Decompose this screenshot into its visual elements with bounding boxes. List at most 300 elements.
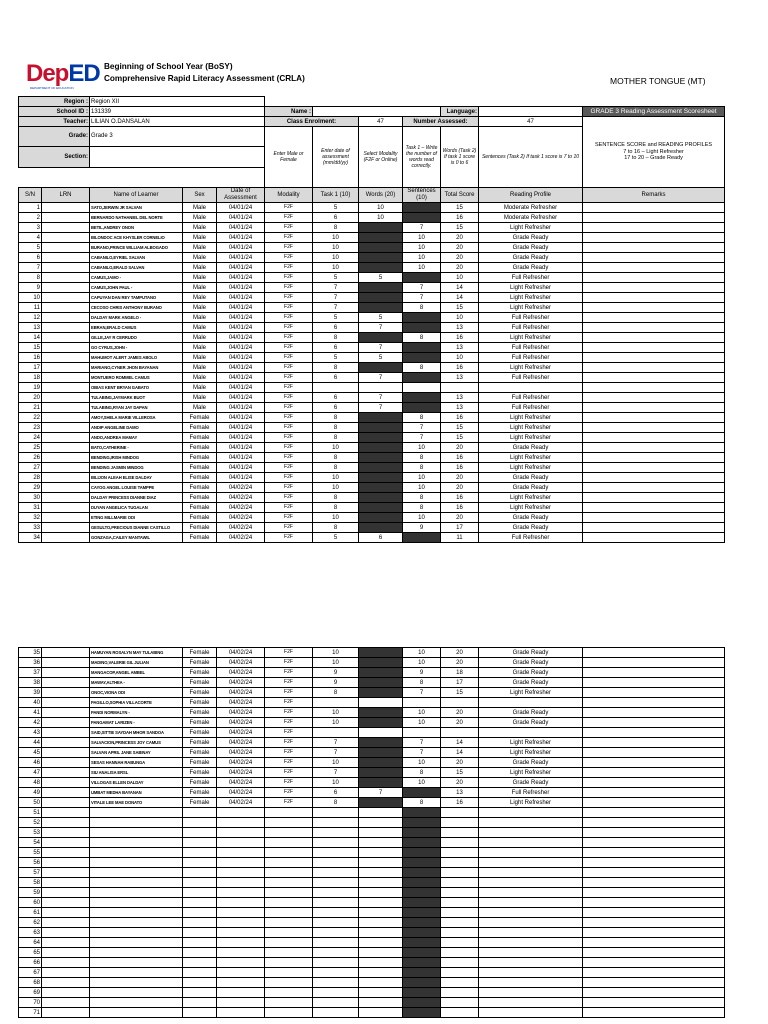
date-cell[interactable]: 04/01/24 [217,463,265,473]
reading-profile-cell[interactable]: Light Refresher [479,493,583,503]
row-number[interactable]: 29 [19,483,42,493]
empty-cell[interactable] [359,1008,403,1018]
row-number[interactable]: 20 [19,393,42,403]
sex-cell[interactable]: Female [183,463,217,473]
empty-cell[interactable] [265,868,313,878]
date-cell[interactable]: 04/02/24 [217,533,265,543]
sex-cell[interactable]: Female [183,738,217,748]
row-number[interactable]: 28 [19,473,42,483]
learner-name[interactable]: ANDIP ANGELINE DAMO [90,423,183,433]
sentences-cell[interactable]: 8 [403,678,441,688]
modality-cell[interactable]: F2F [265,253,313,263]
total-cell[interactable]: 13 [441,373,479,383]
empty-cell[interactable] [90,928,183,938]
empty-cell[interactable] [265,818,313,828]
row-number[interactable]: 52 [19,818,42,828]
empty-cell[interactable] [359,858,403,868]
empty-cell[interactable] [403,838,441,848]
sex-cell[interactable]: Male [183,393,217,403]
lrn-cell[interactable] [42,513,90,523]
empty-cell[interactable] [183,928,217,938]
reading-profile-cell[interactable]: Full Refresher [479,788,583,798]
empty-cell[interactable] [583,818,725,828]
lrn-cell[interactable] [42,523,90,533]
remarks-cell[interactable] [583,293,725,303]
reading-profile-cell[interactable]: Light Refresher [479,688,583,698]
row-number[interactable]: 69 [19,988,42,998]
sex-cell[interactable]: Female [183,748,217,758]
lrn-cell[interactable] [42,748,90,758]
sentences-cell[interactable]: 7 [403,738,441,748]
sentences-cell[interactable]: 10 [403,648,441,658]
reading-profile-cell[interactable]: Light Refresher [479,738,583,748]
remarks-cell[interactable] [583,513,725,523]
lrn-cell[interactable] [42,758,90,768]
date-cell[interactable]: 04/01/24 [217,313,265,323]
total-cell[interactable]: 20 [441,648,479,658]
modality-cell[interactable]: F2F [265,503,313,513]
empty-cell[interactable] [183,948,217,958]
empty-cell[interactable] [42,898,90,908]
modality-cell[interactable]: F2F [265,768,313,778]
number-assessed-value[interactable]: 47 [479,117,583,127]
lrn-cell[interactable] [42,738,90,748]
empty-cell[interactable] [183,818,217,828]
sentences-cell[interactable]: 8 [403,503,441,513]
learner-name[interactable]: BENDING JASMIN MINDOG [90,463,183,473]
empty-cell[interactable] [183,868,217,878]
row-number[interactable]: 66 [19,958,42,968]
empty-cell[interactable] [403,958,441,968]
empty-cell[interactable] [265,1008,313,1018]
words-cell[interactable]: 10 [359,203,403,213]
empty-cell[interactable] [313,898,359,908]
reading-profile-cell[interactable]: Light Refresher [479,503,583,513]
empty-cell[interactable] [441,998,479,1008]
lrn-cell[interactable] [42,393,90,403]
row-number[interactable]: 62 [19,918,42,928]
empty-cell[interactable] [90,978,183,988]
modality-cell[interactable]: F2F [265,263,313,273]
date-cell[interactable]: 04/01/24 [217,383,265,393]
total-cell[interactable]: 17 [441,523,479,533]
empty-cell[interactable] [90,938,183,948]
sex-cell[interactable]: Male [183,333,217,343]
sentences-cell[interactable]: 8 [403,493,441,503]
empty-cell[interactable] [42,968,90,978]
task1-cell[interactable]: 10 [313,473,359,483]
date-cell[interactable]: 04/01/24 [217,213,265,223]
row-number[interactable]: 8 [19,273,42,283]
empty-cell[interactable] [217,938,265,948]
learner-name[interactable]: TULABING,JAYMARK BUOT [90,393,183,403]
empty-cell[interactable] [265,888,313,898]
row-number[interactable]: 35 [19,648,42,658]
lrn-cell[interactable] [42,373,90,383]
empty-cell[interactable] [313,948,359,958]
empty-cell[interactable] [90,878,183,888]
learner-name[interactable]: DUYAN ANGELICA TUGALAN [90,503,183,513]
learner-name[interactable]: GONZAGA,CAILEY MANTAWIL [90,533,183,543]
date-cell[interactable]: 04/01/24 [217,413,265,423]
task1-cell[interactable]: 6 [313,393,359,403]
sex-cell[interactable]: Female [183,718,217,728]
empty-cell[interactable] [90,918,183,928]
reading-profile-cell[interactable]: Light Refresher [479,413,583,423]
date-cell[interactable]: 04/02/24 [217,768,265,778]
total-cell[interactable]: 14 [441,293,479,303]
empty-cell[interactable] [183,828,217,838]
date-cell[interactable]: 04/02/24 [217,718,265,728]
empty-cell[interactable] [583,858,725,868]
remarks-cell[interactable] [583,503,725,513]
task1-cell[interactable]: 10 [313,483,359,493]
sex-cell[interactable]: Male [183,213,217,223]
total-cell[interactable]: 14 [441,748,479,758]
words-cell[interactable] [359,263,403,273]
row-number[interactable]: 33 [19,523,42,533]
date-cell[interactable]: 04/02/24 [217,708,265,718]
empty-cell[interactable] [90,838,183,848]
remarks-cell[interactable] [583,313,725,323]
task1-cell[interactable]: 8 [313,333,359,343]
row-number[interactable]: 46 [19,758,42,768]
sex-cell[interactable]: Male [183,303,217,313]
empty-cell[interactable] [403,998,441,1008]
modality-cell[interactable]: F2F [265,523,313,533]
words-cell[interactable]: 7 [359,323,403,333]
row-number[interactable]: 58 [19,878,42,888]
words-cell[interactable] [359,243,403,253]
empty-cell[interactable] [90,1008,183,1018]
words-cell[interactable] [359,423,403,433]
sex-cell[interactable]: Female [183,648,217,658]
empty-cell[interactable] [441,968,479,978]
empty-cell[interactable] [42,888,90,898]
learner-name[interactable]: MONTUERO ROMMEL CAMUS [90,373,183,383]
school-id-value[interactable]: 131339 [90,107,265,117]
remarks-cell[interactable] [583,403,725,413]
date-cell[interactable]: 04/01/24 [217,453,265,463]
reading-profile-cell[interactable]: Grade Ready [479,668,583,678]
empty-cell[interactable] [583,838,725,848]
empty-cell[interactable] [183,918,217,928]
empty-cell[interactable] [441,868,479,878]
sex-cell[interactable]: Female [183,678,217,688]
empty-cell[interactable] [217,968,265,978]
sex-cell[interactable]: Female [183,533,217,543]
reading-profile-cell[interactable]: Grade Ready [479,758,583,768]
modality-cell[interactable]: F2F [265,323,313,333]
empty-cell[interactable] [403,818,441,828]
lrn-cell[interactable] [42,303,90,313]
reading-profile-cell[interactable]: Full Refresher [479,343,583,353]
empty-cell[interactable] [441,928,479,938]
reading-profile-cell[interactable]: Grade Ready [479,443,583,453]
learner-name[interactable]: GO CYRUS,JOHN - [90,343,183,353]
task1-cell[interactable]: 10 [313,443,359,453]
lrn-cell[interactable] [42,383,90,393]
remarks-cell[interactable] [583,523,725,533]
remarks-cell[interactable] [583,648,725,658]
task1-cell[interactable]: 7 [313,293,359,303]
empty-cell[interactable] [42,978,90,988]
empty-cell[interactable] [441,988,479,998]
total-cell[interactable]: 16 [441,363,479,373]
lrn-cell[interactable] [42,648,90,658]
empty-cell[interactable] [403,898,441,908]
modality-cell[interactable]: F2F [265,383,313,393]
row-number[interactable]: 63 [19,928,42,938]
empty-cell[interactable] [183,988,217,998]
empty-cell[interactable] [441,878,479,888]
empty-cell[interactable] [42,1008,90,1018]
modality-cell[interactable]: F2F [265,698,313,708]
sex-cell[interactable]: Female [183,698,217,708]
empty-cell[interactable] [42,998,90,1008]
row-number[interactable]: 71 [19,1008,42,1018]
empty-cell[interactable] [90,808,183,818]
task1-cell[interactable]: 6 [313,403,359,413]
modality-cell[interactable]: F2F [265,373,313,383]
sex-cell[interactable]: Female [183,433,217,443]
empty-cell[interactable] [583,878,725,888]
sentences-cell[interactable]: 9 [403,668,441,678]
learner-name[interactable]: EBRAN,ERALD CAMUS [90,323,183,333]
modality-cell[interactable]: F2F [265,648,313,658]
empty-cell[interactable] [479,868,583,878]
remarks-cell[interactable] [583,698,725,708]
total-cell[interactable]: 10 [441,313,479,323]
date-cell[interactable]: 04/01/24 [217,323,265,333]
remarks-cell[interactable] [583,718,725,728]
words-cell[interactable] [359,233,403,243]
task1-cell[interactable]: 8 [313,688,359,698]
modality-cell[interactable]: F2F [265,463,313,473]
empty-cell[interactable] [313,918,359,928]
total-cell[interactable]: 13 [441,343,479,353]
task1-cell[interactable]: 6 [313,373,359,383]
task1-cell[interactable]: 7 [313,283,359,293]
empty-cell[interactable] [265,828,313,838]
region-value[interactable]: Region XII [90,97,265,107]
task1-cell[interactable] [313,728,359,738]
empty-cell[interactable] [441,918,479,928]
total-cell[interactable]: 20 [441,708,479,718]
row-number[interactable]: 61 [19,908,42,918]
empty-cell[interactable] [42,918,90,928]
words-cell[interactable] [359,473,403,483]
sex-cell[interactable]: Female [183,668,217,678]
empty-cell[interactable] [265,938,313,948]
learner-name[interactable]: CAYOG ANGEL LOUISE TAMPPE [90,483,183,493]
learner-name[interactable]: CAMUS,JAMO - [90,273,183,283]
sentences-cell[interactable] [403,373,441,383]
sex-cell[interactable]: Male [183,313,217,323]
task1-cell[interactable]: 9 [313,668,359,678]
lrn-cell[interactable] [42,323,90,333]
empty-cell[interactable] [183,848,217,858]
empty-cell[interactable] [217,898,265,908]
empty-cell[interactable] [183,938,217,948]
sex-cell[interactable]: Male [183,203,217,213]
lrn-cell[interactable] [42,688,90,698]
empty-cell[interactable] [403,808,441,818]
task1-cell[interactable] [313,383,359,393]
total-cell[interactable]: 20 [441,513,479,523]
empty-cell[interactable] [183,878,217,888]
reading-profile-cell[interactable]: Light Refresher [479,453,583,463]
task1-cell[interactable]: 8 [313,433,359,443]
empty-cell[interactable] [183,978,217,988]
total-cell[interactable]: 15 [441,303,479,313]
words-cell[interactable] [359,748,403,758]
row-number[interactable]: 56 [19,858,42,868]
empty-cell[interactable] [441,888,479,898]
sentences-cell[interactable]: 7 [403,293,441,303]
sentences-cell[interactable]: 10 [403,778,441,788]
row-number[interactable]: 22 [19,413,42,423]
empty-cell[interactable] [583,908,725,918]
total-cell[interactable]: 13 [441,403,479,413]
learner-name[interactable]: SALVAN APRIL JANE SABINAY [90,748,183,758]
empty-cell[interactable] [441,1008,479,1018]
remarks-cell[interactable] [583,363,725,373]
lrn-cell[interactable] [42,728,90,738]
total-cell[interactable] [441,728,479,738]
modality-cell[interactable]: F2F [265,283,313,293]
date-cell[interactable]: 04/01/24 [217,263,265,273]
words-cell[interactable] [359,483,403,493]
row-number[interactable]: 30 [19,493,42,503]
empty-cell[interactable] [90,888,183,898]
empty-cell[interactable] [403,828,441,838]
sentences-cell[interactable]: 7 [403,688,441,698]
empty-cell[interactable] [583,968,725,978]
row-number[interactable]: 60 [19,898,42,908]
reading-profile-cell[interactable]: Grade Ready [479,648,583,658]
sentences-cell[interactable]: 7 [403,433,441,443]
row-number[interactable]: 55 [19,848,42,858]
empty-cell[interactable] [403,878,441,888]
sentences-cell[interactable]: 8 [403,303,441,313]
empty-cell[interactable] [359,898,403,908]
learner-name[interactable]: MAWAY,ALTHEA - [90,678,183,688]
remarks-cell[interactable] [583,788,725,798]
empty-cell[interactable] [183,958,217,968]
empty-cell[interactable] [183,808,217,818]
empty-cell[interactable] [42,878,90,888]
words-cell[interactable] [359,463,403,473]
lrn-cell[interactable] [42,463,90,473]
modality-cell[interactable]: F2F [265,658,313,668]
empty-cell[interactable] [359,808,403,818]
task1-cell[interactable]: 10 [313,263,359,273]
empty-cell[interactable] [313,908,359,918]
row-number[interactable]: 45 [19,748,42,758]
row-number[interactable]: 26 [19,453,42,463]
empty-cell[interactable] [265,898,313,908]
row-number[interactable]: 16 [19,353,42,363]
reading-profile-cell[interactable]: Full Refresher [479,373,583,383]
words-cell[interactable] [359,363,403,373]
sentences-cell[interactable] [403,403,441,413]
date-cell[interactable]: 04/02/24 [217,778,265,788]
empty-cell[interactable] [183,838,217,848]
sentences-cell[interactable]: 7 [403,283,441,293]
empty-cell[interactable] [90,908,183,918]
reading-profile-cell[interactable]: Grade Ready [479,718,583,728]
total-cell[interactable]: 16 [441,463,479,473]
lrn-cell[interactable] [42,233,90,243]
remarks-cell[interactable] [583,533,725,543]
date-cell[interactable]: 04/02/24 [217,738,265,748]
empty-cell[interactable] [359,838,403,848]
modality-cell[interactable]: F2F [265,233,313,243]
sex-cell[interactable]: Female [183,443,217,453]
remarks-cell[interactable] [583,213,725,223]
words-cell[interactable]: 7 [359,788,403,798]
total-cell[interactable]: 20 [441,483,479,493]
empty-cell[interactable] [183,968,217,978]
learner-name[interactable]: CAMUS,JOHN PAUL - [90,283,183,293]
total-cell[interactable]: 20 [441,263,479,273]
learner-name[interactable]: SALVACION,PRINCESS JOY CAMUS [90,738,183,748]
lrn-cell[interactable] [42,453,90,463]
date-cell[interactable]: 04/01/24 [217,433,265,443]
row-number[interactable]: 3 [19,223,42,233]
lrn-cell[interactable] [42,788,90,798]
empty-cell[interactable] [42,908,90,918]
empty-cell[interactable] [42,818,90,828]
remarks-cell[interactable] [583,453,725,463]
words-cell[interactable] [359,493,403,503]
sentences-cell[interactable] [403,203,441,213]
remarks-cell[interactable] [583,393,725,403]
task1-cell[interactable]: 10 [313,758,359,768]
sex-cell[interactable]: Female [183,453,217,463]
sex-cell[interactable]: Female [183,688,217,698]
lrn-cell[interactable] [42,678,90,688]
reading-profile-cell[interactable]: Grade Ready [479,523,583,533]
row-number[interactable]: 44 [19,738,42,748]
lrn-cell[interactable] [42,443,90,453]
empty-cell[interactable] [583,978,725,988]
words-cell[interactable] [359,443,403,453]
sentences-cell[interactable] [403,313,441,323]
modality-cell[interactable]: F2F [265,493,313,503]
empty-cell[interactable] [313,828,359,838]
lrn-cell[interactable] [42,363,90,373]
empty-cell[interactable] [90,848,183,858]
learner-name[interactable]: DALDAY MARK ANGELO - [90,313,183,323]
words-cell[interactable] [359,293,403,303]
reading-profile-cell[interactable]: Full Refresher [479,353,583,363]
row-number[interactable]: 31 [19,503,42,513]
task1-cell[interactable]: 8 [313,453,359,463]
remarks-cell[interactable] [583,203,725,213]
sex-cell[interactable]: Male [183,243,217,253]
empty-cell[interactable] [583,948,725,958]
empty-cell[interactable] [359,978,403,988]
empty-cell[interactable] [441,818,479,828]
sentences-cell[interactable]: 7 [403,748,441,758]
learner-name[interactable]: BILONDOC ACE KHYSLER CORNELIO [90,233,183,243]
date-cell[interactable]: 04/01/24 [217,333,265,343]
sentences-cell[interactable]: 7 [403,223,441,233]
learner-name[interactable]: GESULTO,PRECIOUS DIANNE CASTILLO [90,523,183,533]
row-number[interactable]: 34 [19,533,42,543]
